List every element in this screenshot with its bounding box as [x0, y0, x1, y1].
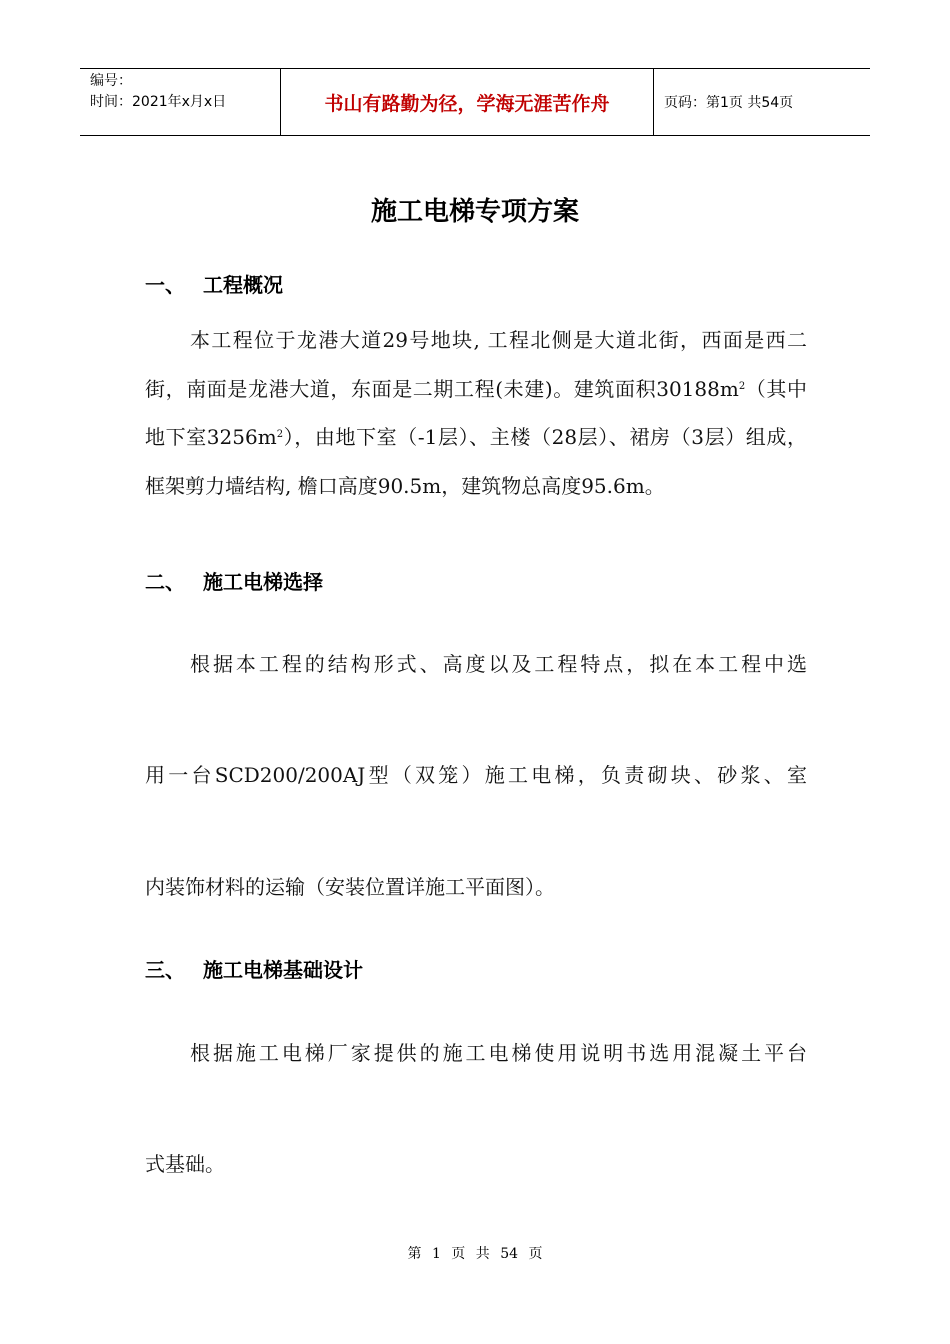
section-2-line: 根据本工程的结构形式、高度以及工程特点，拟在本工程中选 [190, 652, 807, 676]
section-2-line: 用一台SCD200/200AJ型（双笼）施工电梯，负责砌块、砂浆、室 [145, 763, 807, 787]
section-heading-2 [145, 567, 323, 597]
section-title: 施工电梯基础设计 [203, 958, 363, 982]
document-number-label: 编号： [90, 73, 132, 89]
section-number: 一、 [145, 273, 185, 297]
superscript: 2 [276, 429, 284, 440]
document-title: 施工电梯专项方案 [370, 197, 579, 227]
section-3-line: 式基础。 [145, 1152, 225, 1176]
section-heading-1 [145, 270, 283, 300]
paragraph-text: （其中地下室3256m [145, 376, 808, 449]
page-header [80, 68, 870, 136]
section-title: 工程概况 [203, 273, 283, 297]
section-title: 施工电梯选择 [203, 570, 323, 594]
header-motto: 书山有路勤为径，学海无涯苦作舟 [281, 69, 654, 135]
paragraph-text: ），由地下室（-1层）、主楼（28层）、裙房（3层）组成，框架剪力墙结构, 檐口高度90.5m，建筑物总高度95.6m。 [145, 425, 808, 498]
paragraph-text: 本工程位于龙港大道29号地块, 工程北侧是大道北街，西面是西二街，南面是龙港大道，东面是二期工程(未建)。建筑面积30188m [145, 328, 807, 401]
section-number: 三、 [145, 958, 185, 982]
header-meta-cell [80, 69, 281, 135]
superscript: 2 [738, 380, 746, 392]
document-time-label: 时间：2021年x月x日 [90, 94, 227, 110]
page-footer: 第 1 页 共 54 页 [407, 1246, 543, 1262]
section-3-line: 根据施工电梯厂家提供的施工电梯使用说明书选用混凝土平台 [190, 1041, 807, 1065]
header-page-info: 页码：第1页 共54页 [664, 95, 794, 111]
section-heading-3 [145, 955, 363, 985]
section-2-line: 内装饰材料的运输（安装位置详施工平面图）。 [145, 875, 555, 899]
section-number: 二、 [145, 570, 185, 594]
section-1-paragraph [145, 316, 807, 510]
